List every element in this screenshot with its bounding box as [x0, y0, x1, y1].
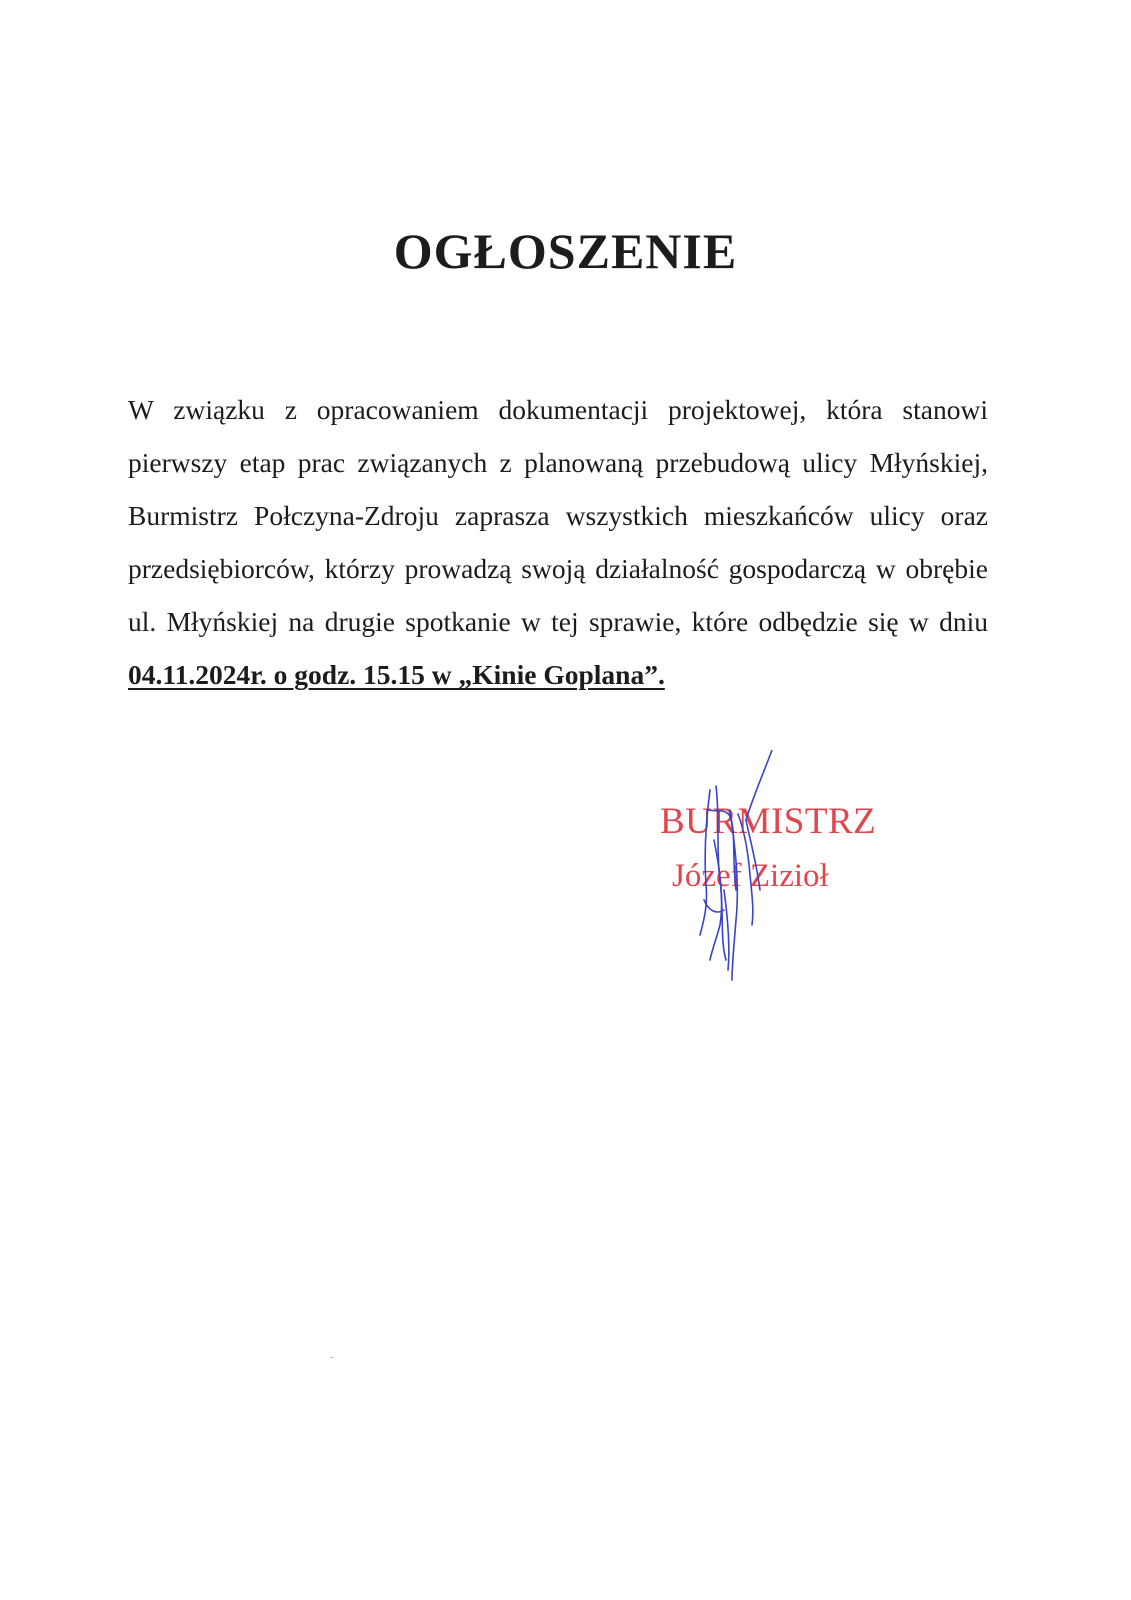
announcement-body — [128, 383, 988, 701]
announcement-text: W związku z opracowaniem dokumentacji projektowej, która stanowi pierwszy etap prac związanych z planowaną przebudową ulicy Młyńskiej, Burmistrz Połczyna-Zdroju zaprasza wszystkich mieszkańców ulicy oraz przedsiębiorców, którzy prowadzą swoją działalność gospodarczą w obrębie ul. Młyńskiej na drugie spotkanie w tej sprawie, które odbędzie się w dniu — [128, 394, 988, 637]
scan-speck — [330, 1357, 333, 1358]
page-title: OGŁOSZENIE — [393, 223, 738, 279]
stamp-title: BURMISTRZ — [660, 801, 877, 842]
handwritten-signature — [690, 750, 800, 985]
meeting-date-place: 04.11.2024r. o godz. 15.15 w „Kinie Goplana”. — [128, 659, 665, 690]
stamp-name: Józef Zizioł — [672, 858, 829, 894]
